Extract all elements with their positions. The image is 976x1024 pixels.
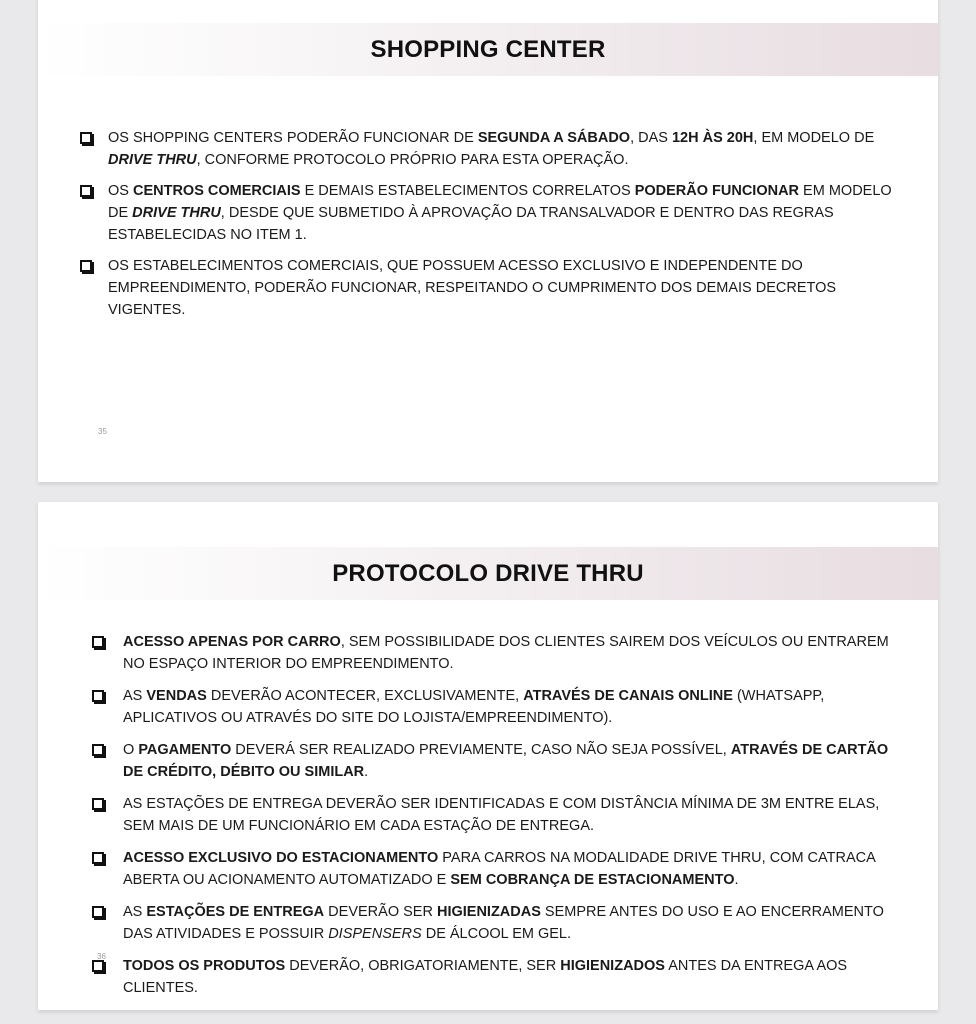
item-text-segment: TODOS OS PRODUTOS (123, 958, 286, 974)
item-text-segment: OS (108, 183, 133, 199)
item-text-segment: HIGIENIZADAS (436, 904, 541, 920)
item-text-segment: OS ESTABELECIMENTOS COMERCIAIS, QUE POSSUEM ACESSO EXCLUSIVO E INDEPENDENTE DO EMPREENDIMENTO, PODERÃO FUNCIONAR, RESPEITANDO O CUMPRIMENTO DOS DEMAIS DECRETOS VIGENTES. (108, 258, 837, 318)
checkbox-square-icon (92, 690, 104, 702)
checkbox-square-icon (92, 798, 104, 810)
item-text-segment: DEVERÃO, OBRIGATORIAMENTE, SER (285, 958, 561, 974)
item-text-segment: HIGIENIZADOS (560, 958, 665, 974)
item-text-segment: , EM MODELO DE (753, 130, 875, 146)
item-text-segment: O (123, 742, 139, 758)
checkbox-square-icon (92, 852, 104, 864)
list-item (90, 685, 890, 729)
item-text-segment: DEVERÁ SER REALIZADO PREVIAMENTE, CASO NÃO SEJA POSSÍVEL, (231, 742, 731, 758)
bullet-list (78, 127, 898, 330)
item-text-segment: AS (123, 688, 147, 704)
item-text-segment: E DEMAIS ESTABELECIMENTOS CORRELATOS (300, 183, 635, 199)
slide-title: SHOPPING CENTER (370, 35, 606, 63)
checkbox-square-icon (92, 960, 104, 972)
item-text-segment: EM MODELO DE (108, 183, 892, 221)
checkbox-square-icon (92, 636, 104, 648)
item-text-segment: VENDAS (146, 688, 207, 704)
list-item (90, 631, 890, 675)
item-text-segment: ACESSO APENAS POR CARRO (123, 634, 341, 650)
bullet-list (90, 631, 890, 1009)
title-band (38, 23, 938, 76)
list-item (78, 255, 898, 321)
item-text-segment: DRIVE THRU (132, 205, 221, 221)
slide-title: PROTOCOLO DRIVE THRU (332, 559, 644, 587)
item-text-segment: PODERÃO FUNCIONAR (634, 183, 800, 199)
item-text-segment: , DAS (630, 130, 672, 146)
item-text-segment: CENTROS COMERCIAIS (132, 183, 301, 199)
item-text-segment: PARA CARROS NA MODALIDADE DRIVE THRU, COM CATRACA ABERTA OU ACIONAMENTO AUTOMATIZADO E (123, 850, 875, 888)
list-item (90, 739, 890, 783)
item-text-segment: DISPENSERS (328, 926, 422, 942)
list-item (90, 901, 890, 945)
item-text-segment: DEVERÃO ACONTECER, EXCLUSIVAMENTE, (206, 688, 524, 704)
item-text-segment: PAGAMENTO (138, 742, 232, 758)
page-number: 35 (98, 427, 107, 436)
checkbox-square-icon (80, 132, 92, 144)
item-text-segment: . (734, 872, 739, 888)
item-text-segment: (WHATSAPP, APLICATIVOS OU ATRAVÉS DO SITE DO LOJISTA/EMPREENDIMENTO). (123, 688, 825, 726)
item-text-segment: SEMPRE ANTES DO USO E AO ENCERRAMENTO DAS ATIVIDADES E POSSUIR (123, 904, 884, 942)
item-text-segment: SEM COBRANÇA DE ESTACIONAMENTO (450, 872, 735, 888)
item-text-segment: ACESSO EXCLUSIVO DO ESTACIONAMENTO (123, 850, 439, 866)
item-text-segment: AS ESTAÇÕES DE ENTREGA DEVERÃO SER IDENTIFICADAS E COM DISTÂNCIA MÍNIMA DE 3M ENTRE ELAS, SEM MAIS DE UM FUNCIONÁRIO EM CADA ESTAÇÃO DE ENTREGA. (123, 796, 880, 834)
item-text-segment: SEGUNDA A SÁBADO (477, 130, 631, 146)
item-text-segment: ESTAÇÕES DE ENTREGA (146, 904, 325, 920)
item-text-segment: DE ÁLCOOL EM GEL. (421, 926, 572, 942)
item-text-segment: , CONFORME PROTOCOLO PRÓPRIO PARA ESTA OPERAÇÃO. (196, 152, 629, 168)
list-item (90, 793, 890, 837)
item-text-segment: DEVERÃO SER (324, 904, 437, 920)
item-text-segment: ATRAVÉS DE CANAIS ONLINE (523, 688, 733, 704)
item-text-segment: ANTES DA ENTREGA AOS CLIENTES. (123, 958, 848, 996)
checkbox-square-icon (92, 744, 104, 756)
list-item (90, 847, 890, 891)
checkbox-square-icon (92, 906, 104, 918)
slide-shopping-center (38, 0, 938, 482)
title-band (38, 547, 938, 600)
list-item (78, 180, 898, 246)
item-text-segment: DRIVE THRU (108, 152, 197, 168)
item-text-segment: , SEM POSSIBILIDADE DOS CLIENTES SAIREM DOS VEÍCULOS OU ENTRAREM NO ESPAÇO INTERIOR DO EMPREENDIMENTO. (123, 634, 889, 672)
item-text-segment: 12H ÀS 20H (671, 130, 754, 146)
checkbox-square-icon (80, 185, 92, 197)
item-text-segment: AS (123, 904, 147, 920)
list-item (90, 955, 890, 999)
item-text-segment: OS SHOPPING CENTERS PODERÃO FUNCIONAR DE (108, 130, 478, 146)
item-text-segment: , DESDE QUE SUBMETIDO À APROVAÇÃO DA TRANSALVADOR E DENTRO DAS REGRAS ESTABELECIDAS NO ITEM 1. (108, 205, 834, 243)
list-item (78, 127, 898, 171)
item-text-segment: . (364, 764, 369, 780)
item-text-segment: ATRAVÉS DE CARTÃO DE CRÉDITO, DÉBITO OU SIMILAR (123, 742, 889, 780)
checkbox-square-icon (80, 260, 92, 272)
page-number: 36 (97, 952, 106, 961)
slide-protocolo-drive-thru (38, 502, 938, 1010)
